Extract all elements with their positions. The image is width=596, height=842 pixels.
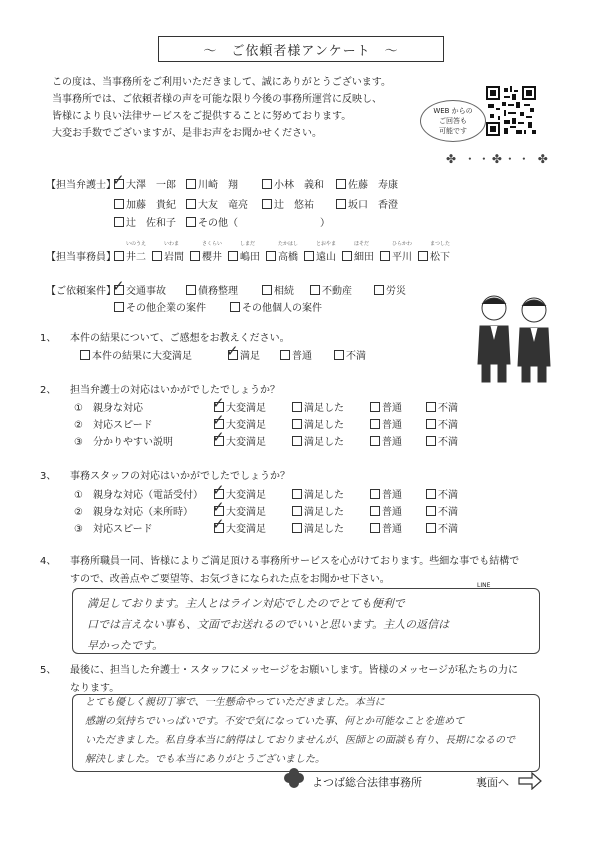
checkbox[interactable]	[112, 170, 125, 189]
lawyer-option[interactable]	[336, 176, 398, 191]
checkbox[interactable]	[262, 179, 272, 189]
checkbox[interactable]	[212, 514, 225, 533]
rating-option[interactable]	[426, 433, 458, 448]
intro-line: 皆様により良い法律サービスをご提供することに努めております。	[52, 111, 352, 122]
option-label: 井二	[126, 252, 146, 263]
checkbox[interactable]	[426, 419, 436, 429]
staff-option[interactable]	[114, 241, 147, 263]
lawyer-option[interactable]	[186, 196, 248, 211]
checkmark-icon: ✓	[226, 341, 239, 360]
option-label: 大変満足	[226, 507, 266, 518]
checkbox[interactable]	[114, 251, 124, 261]
option-label: 労災	[386, 286, 406, 297]
option-label: 普通	[382, 420, 402, 431]
option-label: 不満	[346, 351, 366, 362]
rating-row-label: ③ 分かりやすい説明	[74, 437, 173, 448]
rating-row-label: ① 親身な対応	[74, 403, 143, 414]
rating-option[interactable]	[212, 427, 266, 448]
checkbox[interactable]	[370, 506, 380, 516]
checkmark-icon: ✓	[112, 276, 125, 295]
staff-option[interactable]	[228, 241, 260, 263]
case-option[interactable]	[114, 299, 206, 314]
checkbox[interactable]	[336, 199, 346, 209]
staff-row	[114, 241, 474, 263]
option-label: 大変満足	[226, 524, 266, 535]
bubble-line: WEB からの	[433, 107, 473, 115]
checkbox[interactable]	[342, 251, 352, 261]
rating-option[interactable]	[426, 416, 458, 431]
option-label: 債務整理	[198, 286, 238, 297]
checkbox[interactable]	[114, 302, 124, 312]
checkbox[interactable]	[292, 436, 302, 446]
checkbox[interactable]	[152, 251, 162, 261]
rating-option[interactable]	[426, 486, 458, 501]
staff-name-wrap	[316, 241, 337, 263]
checkbox[interactable]	[370, 419, 380, 429]
q4-text-line: 事務所職員一同、皆様によりご満足頂ける事務所サービスを心がけております。些細な事でも結構で	[70, 556, 520, 567]
checkbox[interactable]	[186, 179, 196, 189]
checkbox[interactable]	[426, 523, 436, 533]
option-label: 佐藤 寿康	[348, 180, 398, 191]
rating-option[interactable]	[426, 520, 458, 535]
staff-name-wrap	[164, 241, 184, 263]
q1-option[interactable]	[226, 341, 260, 362]
checkbox[interactable]	[212, 427, 225, 446]
checkbox[interactable]	[228, 251, 238, 261]
option-label: 相続	[274, 286, 294, 297]
intro-text	[52, 74, 472, 142]
checkmark-icon: ✓	[112, 170, 125, 189]
lawyer-option[interactable]	[114, 214, 176, 229]
option-label: 普通	[292, 351, 312, 362]
option-label: 大澤 一郎	[126, 180, 176, 191]
staff-name-wrap	[240, 241, 260, 263]
checkbox[interactable]	[370, 523, 380, 533]
option-label: 満足した	[304, 490, 344, 501]
checkbox[interactable]	[226, 341, 239, 360]
checkbox[interactable]	[374, 285, 384, 295]
rating-option[interactable]	[426, 399, 458, 414]
checkmark-icon: ✓	[212, 497, 225, 516]
staff-option[interactable]	[380, 241, 413, 263]
option-label: 不満	[438, 420, 458, 431]
q5-comment-box[interactable]	[72, 694, 540, 772]
option-label: 不満	[438, 403, 458, 414]
lawyer-option[interactable]	[114, 196, 176, 211]
q5-handwriting	[85, 693, 515, 769]
lawyer-section-label: 【担当弁護士】	[46, 180, 116, 191]
case-option[interactable]	[112, 276, 166, 297]
checkbox[interactable]	[80, 350, 90, 360]
arrow-right-icon[interactable]	[518, 772, 542, 790]
option-label: 遠山	[316, 252, 336, 263]
option-label: 満足した	[304, 420, 344, 431]
rating-option[interactable]	[370, 416, 402, 431]
rating-option[interactable]	[292, 486, 344, 501]
intro-line: 大変お手数でございますが、是非お声をお聞かせください。	[52, 128, 322, 139]
intro-line: 当事務所では、ご依頼者様の声を可能な限り今後の事務所運営に反映し、	[52, 94, 382, 105]
handwritten-line: とても優しく親切丁寧で、一生懸命やっていただきました。本当に	[85, 697, 385, 708]
checkmark-icon: ✓	[212, 514, 225, 533]
checkbox[interactable]	[292, 402, 302, 412]
staff-name-wrap	[354, 241, 374, 263]
case-option[interactable]	[186, 282, 238, 297]
option-label: 辻 佐和子	[126, 218, 176, 229]
office-name: よつば総合法律事務所	[312, 776, 422, 789]
checkbox[interactable]	[186, 285, 196, 295]
option-label: 満足した	[304, 507, 344, 518]
q1-text: 本件の結果について、ご感想をお教えください。	[70, 333, 290, 344]
rating-row-label: ③ 対応スピード	[74, 524, 153, 535]
option-label: 辻 悠祐	[274, 200, 314, 211]
q4-text-line: すので、改善点やご要望等、お気づきになられた点をお聞かせ下さい。	[70, 574, 390, 585]
checkmark-icon: ✓	[212, 393, 225, 412]
option-label: 大変満足	[226, 403, 266, 414]
staff-option[interactable]	[418, 241, 451, 263]
case-option[interactable]	[262, 282, 294, 297]
rating-option[interactable]	[370, 486, 402, 501]
checkbox[interactable]	[370, 402, 380, 412]
rating-option[interactable]	[370, 399, 402, 414]
checkmark-icon: ✓	[212, 427, 225, 446]
q3-text: 事務スタッフの対応はいかがでしたでしょうか？	[70, 471, 290, 482]
checkbox[interactable]	[262, 199, 272, 209]
checkbox[interactable]	[304, 251, 314, 261]
option-label: 普通	[382, 507, 402, 518]
option-label: 満足した	[304, 437, 344, 448]
staff-name-wrap	[278, 241, 299, 263]
case-option[interactable]	[374, 282, 406, 297]
q2-text: 担当弁護士の対応はいかがでしたでしょうか？	[70, 385, 280, 396]
staff-option[interactable]	[342, 241, 374, 263]
handwritten-line: 口では言えない事も、文面でお送れるのでいいと思います。主人の返信は	[87, 618, 450, 631]
option-label: 満足した	[304, 403, 344, 414]
option-label: 岩間	[164, 252, 184, 263]
checkbox[interactable]	[114, 199, 124, 209]
option-label: 小林 義和	[274, 180, 324, 191]
lawyer-option[interactable]	[186, 176, 238, 191]
option-label: 高橋	[278, 252, 298, 263]
option-label: 満足した	[304, 524, 344, 535]
staff-option[interactable]	[190, 241, 223, 263]
checkbox[interactable]	[292, 419, 302, 429]
rating-option[interactable]	[426, 503, 458, 518]
checkbox[interactable]	[190, 251, 200, 261]
checkbox[interactable]	[230, 302, 240, 312]
option-label: 普通	[382, 524, 402, 535]
q1-number: 1、	[40, 333, 57, 344]
checkbox[interactable]	[292, 506, 302, 516]
checkbox[interactable]	[310, 285, 320, 295]
checkbox[interactable]	[292, 523, 302, 533]
handwritten-line: 満足しております。主人とはライン対応でしたのでとても便利で	[87, 597, 405, 610]
name-ruby: ほそだ	[354, 241, 370, 247]
q3-number: 3、	[40, 471, 57, 482]
option-label: 普通	[382, 403, 402, 414]
option-label: 櫻井	[202, 252, 222, 263]
web-answer-bubble	[420, 100, 486, 142]
q4-comment-box[interactable]	[72, 582, 540, 654]
back-side-link[interactable]: 裏面へ	[476, 776, 509, 789]
rating-option[interactable]	[370, 433, 402, 448]
name-ruby: いのうえ	[126, 241, 147, 247]
lawyers-illustration-icon	[470, 286, 560, 386]
q4-number: 4、	[40, 556, 57, 567]
staff-option[interactable]	[152, 241, 184, 263]
option-label: 不動産	[322, 286, 352, 297]
qr-code-icon[interactable]	[486, 86, 536, 136]
option-label: 不満	[438, 437, 458, 448]
q5-text-line: なります。	[70, 683, 120, 694]
checkbox[interactable]	[186, 217, 196, 227]
staff-option[interactable]	[304, 241, 337, 263]
q1-option[interactable]	[334, 347, 366, 362]
option-label: 普通	[382, 490, 402, 501]
case-option[interactable]	[230, 299, 322, 314]
checkbox[interactable]	[280, 350, 290, 360]
name-ruby: いわま	[164, 241, 180, 247]
checkbox[interactable]	[426, 489, 436, 499]
rating-option[interactable]	[370, 503, 402, 518]
rating-option[interactable]	[292, 399, 344, 414]
option-label: 本件の結果に大変満足	[92, 351, 192, 362]
clover-decoration: ✤ ・・✤・・ ✤	[446, 152, 550, 166]
handwritten-line: いただきました。私自身本当に納得はしておりませんが、医師との面談も有り、長期になるので	[85, 735, 515, 746]
name-ruby: さくらい	[202, 241, 223, 247]
lawyer-option[interactable]	[112, 170, 176, 191]
bubble-line: 可能です	[439, 127, 467, 135]
checkbox[interactable]	[112, 276, 125, 295]
name-ruby: とおやま	[316, 241, 337, 247]
option-label: 不満	[438, 507, 458, 518]
bubble-line: ご回答も	[439, 117, 467, 125]
q2-number: 2、	[40, 385, 57, 396]
option-label: 川崎 翔	[198, 180, 238, 191]
checkbox[interactable]	[370, 436, 380, 446]
q1-option[interactable]	[280, 347, 312, 362]
option-label: その他企業の案件	[126, 303, 206, 314]
name-ruby: まつした	[430, 241, 451, 247]
checkmark-icon: ✓	[212, 480, 225, 499]
checkbox[interactable]	[186, 199, 196, 209]
checkbox[interactable]	[370, 489, 380, 499]
option-label: 交通事故	[126, 286, 166, 297]
other-close-paren: ）	[320, 218, 330, 229]
case-option[interactable]	[310, 282, 352, 297]
checkbox[interactable]	[418, 251, 428, 261]
option-label: 大変満足	[226, 490, 266, 501]
rating-row-label: ② 対応スピード	[74, 420, 153, 431]
option-label: その他（	[198, 218, 238, 229]
option-label: 嶋田	[240, 252, 260, 263]
q5-number: 5、	[40, 665, 57, 676]
option-label: 満足	[240, 351, 260, 362]
rating-option[interactable]	[212, 514, 266, 535]
lawyer-option[interactable]	[262, 196, 314, 211]
checkbox[interactable]	[334, 350, 344, 360]
option-label: 大友 竜亮	[198, 200, 248, 211]
option-label: 坂口 香澄	[348, 200, 398, 211]
checkbox[interactable]	[426, 436, 436, 446]
checkbox[interactable]	[380, 251, 390, 261]
survey-title: ～ ご依頼者様アンケート ～	[158, 36, 444, 62]
staff-option[interactable]	[266, 241, 299, 263]
option-label: 加藤 貴紀	[126, 200, 176, 211]
q5-text-line: 最後に、担当した弁護士・スタッフにメッセージをお願いします。皆様のメッセージが私たちの力に	[70, 665, 518, 676]
staff-name-wrap	[392, 241, 413, 263]
option-label: 平川	[392, 252, 412, 263]
lawyer-option[interactable]	[262, 176, 324, 191]
rating-option[interactable]	[370, 520, 402, 535]
handwritten-line: 早かったです。	[87, 639, 164, 652]
checkbox[interactable]	[426, 506, 436, 516]
rating-option[interactable]	[292, 503, 344, 518]
option-label: 細田	[354, 252, 374, 263]
case-section-label: 【ご依頼案件】	[46, 286, 116, 297]
checkbox[interactable]	[114, 217, 124, 227]
handwritten-line: 感謝の気持ちでいっぱいです。不安で気になっていた事、何とか可能なことを進めて	[85, 716, 465, 727]
lawyer-option[interactable]	[336, 196, 398, 211]
intro-line: この度は、当事務所をご利用いただきまして、誠にありがとうございます。	[52, 77, 391, 88]
staff-name-wrap	[430, 241, 451, 263]
option-label: 大変満足	[226, 437, 266, 448]
q4-handwriting	[87, 593, 449, 656]
option-label: 不満	[438, 490, 458, 501]
line-note: LINE	[477, 582, 491, 589]
option-label: 普通	[382, 437, 402, 448]
staff-name-wrap	[202, 241, 223, 263]
checkbox[interactable]	[336, 179, 346, 189]
clover-logo-icon	[282, 766, 306, 790]
option-label: 不満	[438, 524, 458, 535]
name-ruby: しまだ	[240, 241, 256, 247]
name-ruby: ひらかわ	[392, 241, 413, 247]
option-label: その他個人の案件	[242, 303, 322, 314]
checkbox[interactable]	[266, 251, 276, 261]
lawyer-option-other[interactable]	[186, 214, 238, 229]
option-label: 大変満足	[226, 420, 266, 431]
checkbox[interactable]	[262, 285, 272, 295]
rating-option[interactable]	[292, 433, 344, 448]
checkmark-icon: ✓	[212, 410, 225, 429]
staff-name-wrap	[126, 241, 147, 263]
option-label: 松下	[430, 252, 450, 263]
checkbox[interactable]	[292, 489, 302, 499]
rating-row-label: ① 親身な対応（電話受付）	[74, 490, 203, 501]
rating-row-label: ② 親身な対応（来所時）	[74, 507, 193, 518]
handwritten-line: 解決しました。でも本当にありがとうございました。	[85, 754, 325, 765]
rating-option[interactable]	[292, 416, 344, 431]
staff-section-label: 【担当事務員】	[46, 252, 116, 263]
rating-option[interactable]	[292, 520, 344, 535]
q1-option[interactable]	[80, 347, 192, 362]
checkbox[interactable]	[426, 402, 436, 412]
name-ruby: たかはし	[278, 241, 299, 247]
